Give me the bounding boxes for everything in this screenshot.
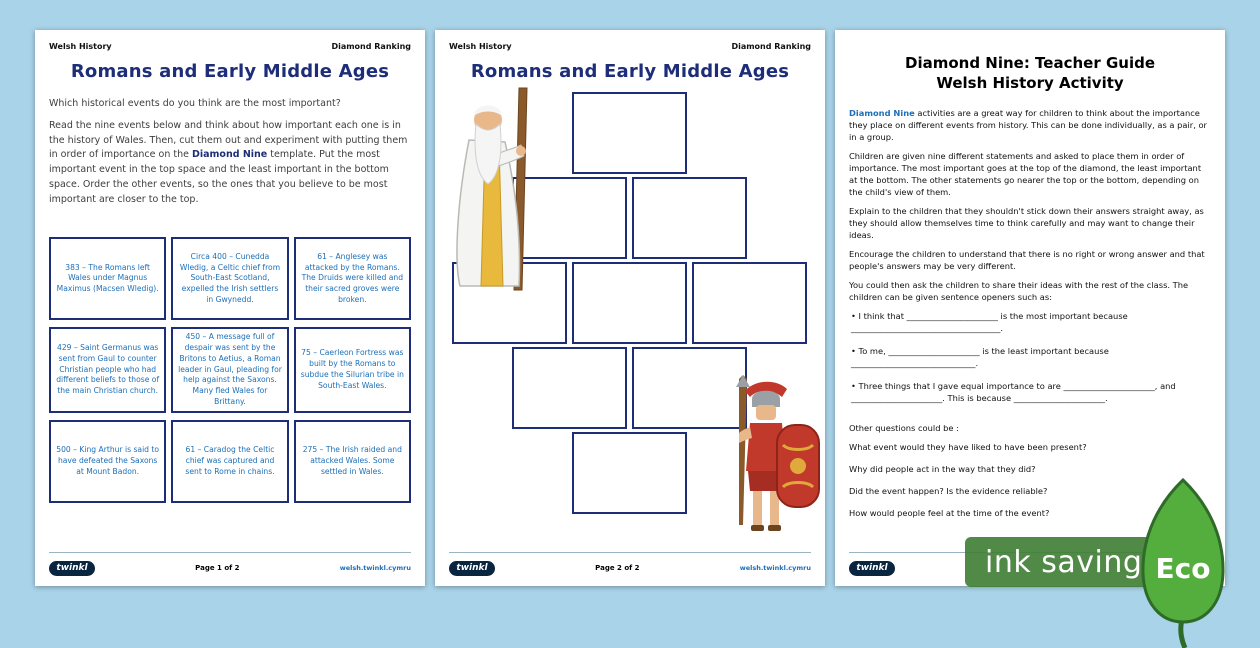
guide-question: What event would they have liked to have been present? [849, 442, 1087, 453]
footer-url-link[interactable]: welsh.twinkl.cymru [339, 564, 411, 572]
twinkl-logo-text: twinkl [56, 563, 88, 573]
event-card: 75 – Caerleon Fortress was built by the Romans to subdue the Silurian tribe in South-East Wales. [294, 327, 411, 412]
guide-question: How would people feel at the time of the event? [849, 508, 1050, 519]
event-card: 61 – Anglesey was attacked by the Romans. The Druids were killed and their sacred groves were broken. [294, 237, 411, 320]
diamond-box-6 [692, 262, 807, 344]
diamond-nine-template [435, 30, 825, 586]
twinkl-logo-text: twinkl [856, 563, 888, 573]
instructions [49, 119, 411, 207]
guide-paragraph-3: Explain to the children that they shouldn't stick down their answers straight away, as they should allow themselves time to think carefully and may want to change their ideas. [849, 206, 1204, 241]
sentence-opener: • I think that ______________________ is the most important because ____________________________________. [851, 311, 1128, 334]
teacher-guide-title [849, 54, 1211, 93]
event-card: 429 – Saint Germanus was sent from Gaul to counter Christian people who had different beliefs to those of the main Christian church. [49, 327, 166, 412]
twinkl-logo-text: twinkl [456, 563, 488, 573]
event-card: 500 – King Arthur is said to have defeated the Saxons at Mount Badon. [49, 420, 166, 503]
sentence-opener: • Three things that I gave equal importance to are ______________________, and ______________________. This is because ______________________. [851, 381, 1176, 404]
guide-paragraph-2: Children are given nine different statements and asked to place them in order of importance. The most important goes at the top of the diamond, the least important at the bottom. The other statements go nearer the top or the bottom, depending on the child's view of them. [849, 151, 1202, 198]
page-number: Page 1 of 2 [195, 564, 240, 572]
instructions-part1: Read the nine events below and think about how important each one is in the history of Wales. Then, cut them out and experiment with putting them in order of importance on the [49, 120, 408, 161]
other-questions-label: Other questions could be : [849, 423, 959, 434]
eco-label: Eco [1155, 552, 1211, 585]
guide-paragraph-4: Encourage the children to understand that there is no right or wrong answer and that people's answers may be very different. [849, 249, 1205, 272]
header-topic: Welsh History [449, 42, 512, 51]
event-card: 61 – Caradog the Celtic chief was captured and sent to Rome in chains. [171, 420, 288, 503]
diamond-box-5 [572, 262, 687, 344]
teacher-guide-title-line1: Diamond Nine: Teacher Guide [905, 54, 1155, 72]
event-card: Circa 400 – Cunedda Wledig, a Celtic chief from South-East Scotland, expelled the Irish settlers in Gwynedd. [171, 237, 288, 320]
page-1 [35, 30, 425, 586]
sentence-opener: • To me, ______________________ is the least important because ______________________________. [851, 346, 1109, 369]
instructions-diamond-nine: Diamond Nine [191, 149, 268, 161]
event-card: 383 – The Romans left Wales under Magnus Maximus (Macsen Wledig). [49, 237, 166, 320]
page-1-header [49, 42, 411, 51]
eco-leaf-icon [1138, 478, 1228, 648]
page-1-title: Romans and Early Middle Ages [70, 61, 390, 82]
guide-paragraph-5: You could then ask the children to share their ideas with the rest of the class. The children can be given sentence openers such as: [849, 280, 1189, 303]
twinkl-logo [849, 561, 895, 576]
guide-paragraph-1 [849, 107, 1211, 143]
twinkl-logo [49, 561, 95, 576]
page-2 [435, 30, 825, 586]
page-1-content [35, 30, 425, 586]
key-question: Which historical events do you think are the most important? [49, 98, 341, 109]
page-2-title: Romans and Early Middle Ages [470, 61, 790, 82]
header-activity-type: Diamond Ranking [731, 42, 811, 51]
roman-soldier-illustration [725, 375, 821, 553]
guide-diamond-nine: Diamond Nine [849, 108, 915, 118]
header-activity-type: Diamond Ranking [331, 42, 411, 51]
diamond-box-1 [572, 92, 687, 174]
page-number: Page 2 of 2 [595, 564, 640, 572]
header-topic: Welsh History [49, 42, 112, 51]
diamond-box-9 [572, 432, 687, 514]
footer-url-link[interactable]: welsh.twinkl.cymru [739, 564, 811, 572]
event-card: 275 – The Irish raided and attacked Wales. Some settled in Wales. [294, 420, 411, 503]
diamond-box-3 [632, 177, 747, 259]
ink-saving-label: ink saving [985, 544, 1143, 580]
guide-question: Did the event happen? Is the evidence reliable? [849, 486, 1048, 497]
teacher-guide-title-line2: Welsh History Activity [936, 73, 1124, 92]
event-card: 450 – A message full of despair was sent by the Britons to Aetius, a Roman leader in Gaul, pleading for help against the Saxons. Many fled Wales for Brittany. [171, 327, 288, 412]
page-2-footer [449, 552, 811, 578]
event-cards-grid [49, 237, 411, 502]
guide-question: Why did people act in the way that they did? [849, 464, 1036, 475]
teacher-guide-body [849, 107, 1211, 519]
diamond-box-7 [512, 347, 627, 429]
guide-paragraph-1-text: activities are a great way for children to think about the importance they place on different events from history. This can be done individually, as a pair, or in a group. [849, 108, 1207, 143]
twinkl-logo [449, 561, 495, 576]
instructions-part2: template. Put the most important event in the top space and the least important in the bottom space. Order the other events, so the ones that you believe to be most important are closer to the top. [49, 149, 389, 205]
druid-illustration [447, 82, 543, 294]
page-1-footer [49, 552, 411, 578]
